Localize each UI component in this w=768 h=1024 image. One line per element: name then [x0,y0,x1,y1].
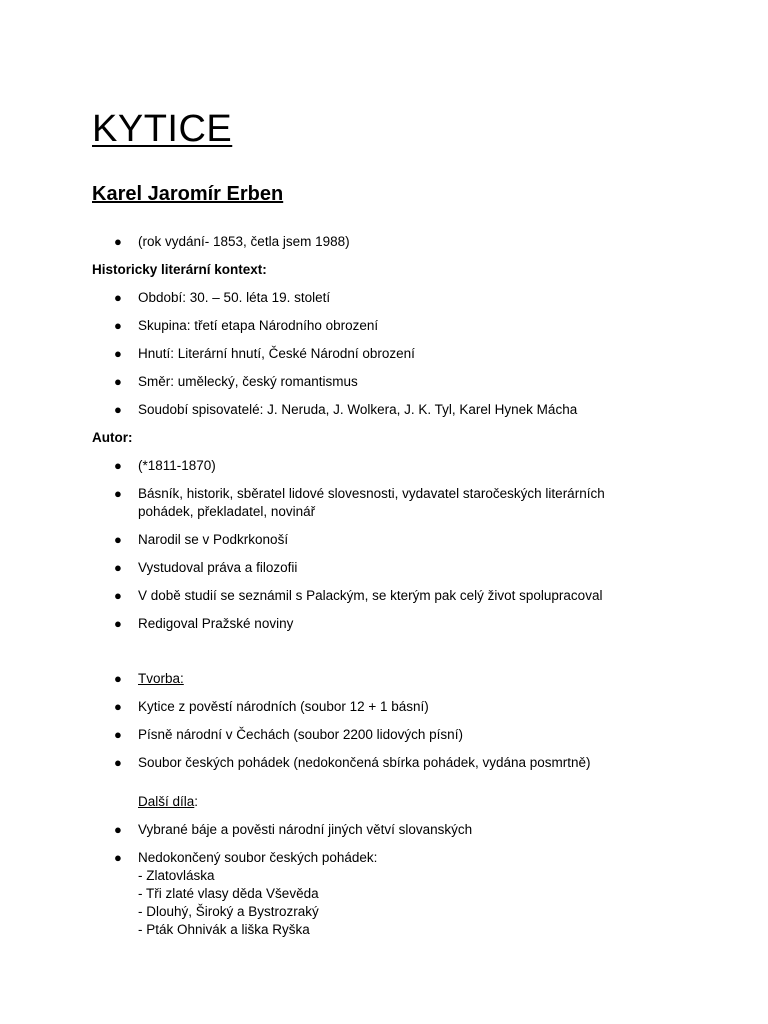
bullet-icon: ● [114,727,122,742]
list-item-text: Období: 30. – 50. léta 19. století [138,290,331,305]
bullet-icon: ● [114,822,122,837]
list-item-text [138,849,658,939]
sub-list-line: - Tři zlaté vlasy děda Vševěda [138,886,319,901]
bullet-icon: ● [114,755,122,770]
list-item-text: Písně národní v Čechách (soubor 2200 lidových písní) [138,727,463,742]
list-item-text: Vybrané báje a pověsti národní jiných větví slovanských [138,822,473,837]
bullet-icon: ● [114,318,122,333]
sub-list-line: - Pták Ohnivák a liška Ryška [138,922,310,937]
section-label-tvorba: Tvorba: [138,671,184,686]
list-item-text: Kytice z pověstí národních (soubor 12 + 1 básní) [138,699,429,714]
list-item-text: (rok vydání- 1853, četla jsem 1988) [138,234,350,249]
bullet-icon: ● [114,532,122,547]
bullet-icon: ● [114,588,122,603]
list-item-text: Vystudoval práva a filozofii [138,560,298,575]
sub-list-line: - Zlatovláska [138,868,215,883]
section-label-autor: Autor: [92,430,133,445]
bullet-icon: ● [114,486,122,501]
bullet-icon: ● [114,850,122,865]
bullet-icon: ● [114,234,122,249]
bullet-icon: ● [114,458,122,473]
bullet-icon: ● [114,402,122,417]
list-item-text: Soubor českých pohádek (nedokončená sbírka pohádek, vydána posmrtně) [138,755,591,770]
list-item-text: Směr: umělecký, český romantismus [138,374,358,389]
document-title: KYTICE [92,108,233,150]
author-heading: Karel Jaromír Erben [92,183,284,205]
bullet-icon: ● [114,616,122,631]
list-item-text: Redigoval Pražské noviny [138,616,294,631]
bullet-icon: ● [114,699,122,714]
list-item-text: Básník, historik, sběratel lidové slovesnosti, vydavatel staročeských literárních pohádek, překladatel, novinář [138,486,605,519]
list-item-text: (*1811-1870) [138,458,216,473]
bullet-icon: ● [114,560,122,575]
bullet-icon: ● [114,671,122,686]
sub-list-line: - Dlouhý, Široký a Bystrozraký [138,904,319,919]
bullet-icon: ● [114,290,122,305]
list-item-text: Soudobí spisovatelé: J. Neruda, J. Wolkera, J. K. Tyl, Karel Hynek Mácha [138,402,578,417]
section-label-dalsi-dila [138,793,198,811]
bullet-icon: ● [114,374,122,389]
list-item-text: Skupina: třetí etapa Národního obrození [138,318,379,333]
dalsi-dila-colon: : [194,794,199,809]
sub-list-title: Nedokončený soubor českých pohádek: [138,850,378,865]
list-item-text: Narodil se v Podkrkonoší [138,532,289,547]
bullet-icon: ● [114,346,122,361]
section-label-context: Historicky literární kontext: [92,262,267,277]
dalsi-dila-label: Další díla [138,794,195,809]
list-item-text: V době studií se seznámil s Palackým, se kterým pak celý život spolupracoval [138,588,603,603]
list-item-text: Hnutí: Literární hnutí, České Národní obrození [138,346,415,361]
